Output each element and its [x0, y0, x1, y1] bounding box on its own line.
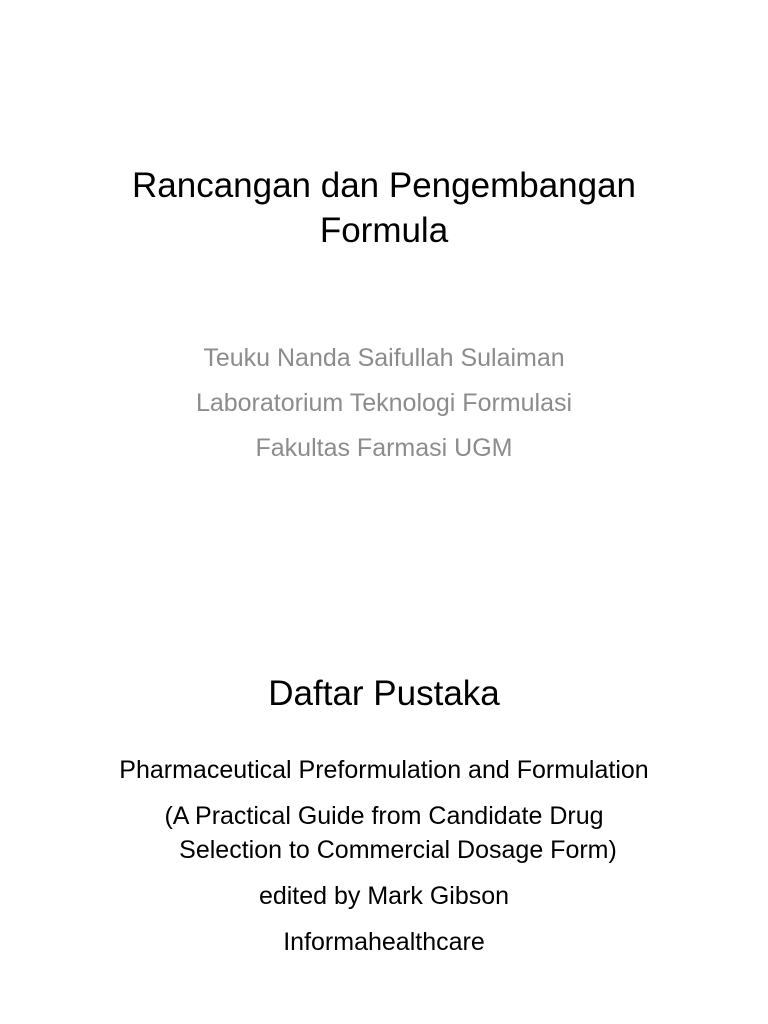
author-laboratory: Laboratorium Teknologi Formulasi — [195, 389, 573, 417]
author-name: Teuku Nanda Saifullah Sulaiman — [203, 344, 565, 372]
author-faculty: Fakultas Farmasi UGM — [255, 434, 513, 462]
slide-title — [60, 163, 708, 253]
reference-editor: edited by Mark Gibson — [258, 882, 510, 910]
reference-book-title: Pharmaceutical Preformulation and Formulation — [119, 756, 649, 784]
references-slide — [0, 640, 768, 1024]
slide-title-line-2: Formula — [319, 211, 449, 250]
reference-book-subtitle — [30, 799, 738, 867]
slide-title-line-1: Rancangan dan Pengembangan — [131, 166, 637, 205]
references-title: Daftar Pustaka — [268, 674, 500, 713]
reference-book-subtitle-line-1: (A Practical Guide from Candidate Drug — [164, 802, 604, 830]
reference-list — [30, 753, 738, 971]
reference-book-subtitle-line-2: Selection to Commercial Dosage Form) — [179, 836, 617, 864]
author-block — [60, 336, 708, 471]
reference-publisher: Informahealthcare — [283, 928, 485, 956]
